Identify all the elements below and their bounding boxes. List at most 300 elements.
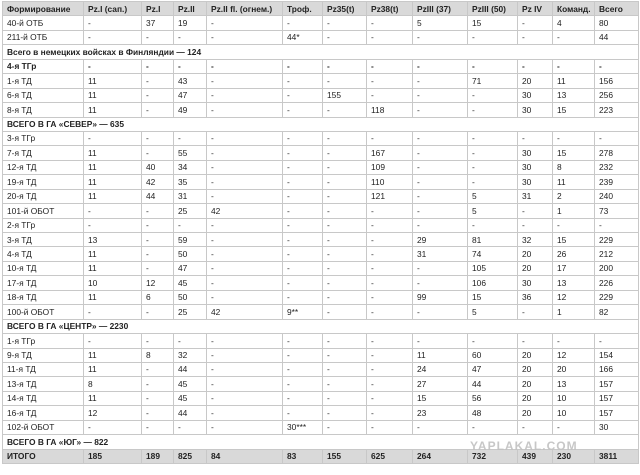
value-cell: - <box>283 348 323 362</box>
header-cell: PzIII (37) <box>413 2 468 16</box>
value-cell: - <box>323 146 367 160</box>
section-summary-text: ВСЕГО В ГА «ЮГ» — 822 <box>3 435 639 449</box>
value-cell: 105 <box>468 261 518 275</box>
table-row <box>3 175 639 189</box>
value-cell: - <box>468 334 518 348</box>
value-cell: - <box>142 74 174 88</box>
value-cell: - <box>413 59 468 73</box>
value-cell: - <box>142 131 174 145</box>
value-cell: - <box>283 391 323 405</box>
value-cell: - <box>518 334 553 348</box>
table-row <box>3 362 639 376</box>
value-cell: 27 <box>413 377 468 391</box>
value-cell: - <box>323 334 367 348</box>
formation-name-cell: 8-я ТД <box>3 103 84 117</box>
value-cell: - <box>413 160 468 174</box>
value-cell: 229 <box>595 233 639 247</box>
value-cell: 12 <box>84 406 142 420</box>
formation-name-cell: 13-я ТД <box>3 377 84 391</box>
formation-name-cell: 1-я ТГр <box>3 334 84 348</box>
value-cell: 48 <box>468 406 518 420</box>
table-row <box>3 189 639 203</box>
formation-name-cell: ИТОГО <box>3 449 84 463</box>
value-cell: - <box>468 103 518 117</box>
value-cell: 10 <box>84 276 142 290</box>
value-cell: 11 <box>84 175 142 189</box>
value-cell: 11 <box>84 247 142 261</box>
value-cell: - <box>142 261 174 275</box>
formation-name-cell: 17-я ТД <box>3 276 84 290</box>
value-cell: 47 <box>174 88 207 102</box>
value-cell: - <box>207 362 283 376</box>
header-cell: Всего <box>595 2 639 16</box>
value-cell: 74 <box>468 247 518 261</box>
value-cell: - <box>518 16 553 30</box>
value-cell: - <box>367 74 413 88</box>
value-cell: - <box>323 276 367 290</box>
value-cell: - <box>207 131 283 145</box>
value-cell: 56 <box>468 391 518 405</box>
value-cell: - <box>207 377 283 391</box>
formation-name-cell: 40-й ОТБ <box>3 16 84 30</box>
value-cell: - <box>142 88 174 102</box>
value-cell: - <box>323 406 367 420</box>
value-cell: - <box>207 276 283 290</box>
value-cell: 20 <box>518 261 553 275</box>
value-cell: 189 <box>142 449 174 463</box>
value-cell: - <box>323 16 367 30</box>
value-cell: 30*** <box>283 420 323 434</box>
value-cell: 45 <box>174 391 207 405</box>
value-cell: 31 <box>174 189 207 203</box>
value-cell: 19 <box>174 16 207 30</box>
value-cell: 121 <box>367 189 413 203</box>
value-cell: - <box>283 247 323 261</box>
value-cell: 732 <box>468 449 518 463</box>
table-header-row <box>3 2 639 16</box>
table-row <box>3 16 639 30</box>
value-cell: 34 <box>174 160 207 174</box>
value-cell: 20 <box>518 377 553 391</box>
value-cell: 1 <box>553 204 595 218</box>
value-cell: - <box>413 30 468 44</box>
value-cell: 35 <box>174 175 207 189</box>
table-row <box>3 391 639 405</box>
value-cell: 15 <box>553 146 595 160</box>
value-cell: - <box>468 175 518 189</box>
value-cell: - <box>367 247 413 261</box>
table-row <box>3 146 639 160</box>
value-cell: 106 <box>468 276 518 290</box>
value-cell: - <box>367 261 413 275</box>
value-cell: - <box>518 218 553 232</box>
value-cell: - <box>413 218 468 232</box>
value-cell: 20 <box>518 74 553 88</box>
value-cell: - <box>367 30 413 44</box>
value-cell: 110 <box>367 175 413 189</box>
value-cell: - <box>207 247 283 261</box>
value-cell: - <box>553 131 595 145</box>
value-cell: 185 <box>84 449 142 463</box>
value-cell: - <box>174 334 207 348</box>
value-cell: - <box>323 233 367 247</box>
value-cell: 30 <box>518 146 553 160</box>
value-cell: - <box>468 30 518 44</box>
value-cell: 20 <box>518 362 553 376</box>
section-summary-row <box>3 45 639 59</box>
formation-name-cell: 14-я ТД <box>3 391 84 405</box>
value-cell: - <box>174 218 207 232</box>
value-cell: - <box>283 233 323 247</box>
value-cell: - <box>84 59 142 73</box>
table-body <box>3 16 639 464</box>
value-cell: 264 <box>413 449 468 463</box>
value-cell: 81 <box>468 233 518 247</box>
value-cell: 37 <box>142 16 174 30</box>
value-cell: - <box>207 233 283 247</box>
value-cell: - <box>207 348 283 362</box>
value-cell: 49 <box>174 103 207 117</box>
value-cell: - <box>323 377 367 391</box>
value-cell: - <box>413 305 468 319</box>
value-cell: - <box>207 391 283 405</box>
value-cell: - <box>413 88 468 102</box>
value-cell: - <box>207 189 283 203</box>
formation-name-cell: 3-я ТГр <box>3 131 84 145</box>
value-cell: - <box>323 131 367 145</box>
table-row <box>3 30 639 44</box>
table-row <box>3 160 639 174</box>
table-row <box>3 218 639 232</box>
value-cell: 5 <box>468 189 518 203</box>
value-cell: - <box>367 233 413 247</box>
value-cell: - <box>283 204 323 218</box>
value-cell: 99 <box>413 290 468 304</box>
value-cell: 73 <box>595 204 639 218</box>
value-cell: 232 <box>595 160 639 174</box>
value-cell: - <box>367 218 413 232</box>
value-cell: 230 <box>553 449 595 463</box>
value-cell: 30 <box>518 160 553 174</box>
value-cell: - <box>367 131 413 145</box>
header-cell: Pz35(t) <box>323 2 367 16</box>
header-cell: Pz IV <box>518 2 553 16</box>
value-cell: - <box>142 103 174 117</box>
value-cell: - <box>283 16 323 30</box>
value-cell: 229 <box>595 290 639 304</box>
formation-name-cell: 16-я ТД <box>3 406 84 420</box>
value-cell: - <box>207 16 283 30</box>
value-cell: - <box>207 30 283 44</box>
value-cell: 625 <box>367 449 413 463</box>
header-cell: Команд. <box>553 2 595 16</box>
value-cell: - <box>595 334 639 348</box>
header-cell: Pz38(t) <box>367 2 413 16</box>
value-cell: - <box>207 420 283 434</box>
value-cell: - <box>84 131 142 145</box>
formation-name-cell: 3-я ТД <box>3 233 84 247</box>
value-cell: 20 <box>518 348 553 362</box>
value-cell: - <box>207 74 283 88</box>
table-row <box>3 420 639 434</box>
value-cell: - <box>207 290 283 304</box>
value-cell: - <box>207 160 283 174</box>
value-cell: 44 <box>174 362 207 376</box>
formation-name-cell: 102-й ОБОТ <box>3 420 84 434</box>
value-cell: 30 <box>518 103 553 117</box>
value-cell: 23 <box>413 406 468 420</box>
value-cell: 439 <box>518 449 553 463</box>
table-row <box>3 276 639 290</box>
value-cell: - <box>323 103 367 117</box>
value-cell: 8 <box>142 348 174 362</box>
value-cell: 42 <box>207 204 283 218</box>
value-cell: 32 <box>518 233 553 247</box>
value-cell: - <box>413 276 468 290</box>
value-cell: - <box>367 348 413 362</box>
formation-name-cell: 20-я ТД <box>3 189 84 203</box>
formation-name-cell: 7-я ТД <box>3 146 84 160</box>
value-cell: 25 <box>174 305 207 319</box>
value-cell: 31 <box>413 247 468 261</box>
table-row <box>3 88 639 102</box>
value-cell: 11 <box>84 261 142 275</box>
value-cell: 157 <box>595 406 639 420</box>
value-cell: 50 <box>174 290 207 304</box>
value-cell: - <box>283 261 323 275</box>
value-cell: 5 <box>468 305 518 319</box>
value-cell: - <box>468 131 518 145</box>
value-cell: 11 <box>553 74 595 88</box>
value-cell: 5 <box>413 16 468 30</box>
header-cell: Формирование <box>3 2 84 16</box>
table-row <box>3 233 639 247</box>
value-cell: 44 <box>174 406 207 420</box>
value-cell: 36 <box>518 290 553 304</box>
table-row <box>3 131 639 145</box>
value-cell: - <box>283 160 323 174</box>
value-cell: - <box>413 175 468 189</box>
value-cell: 44* <box>283 30 323 44</box>
value-cell: - <box>323 218 367 232</box>
value-cell: - <box>207 88 283 102</box>
value-cell: 42 <box>142 175 174 189</box>
value-cell: 30 <box>518 175 553 189</box>
value-cell: - <box>142 334 174 348</box>
value-cell: - <box>468 160 518 174</box>
value-cell: 11 <box>84 160 142 174</box>
value-cell: - <box>84 420 142 434</box>
value-cell: 240 <box>595 189 639 203</box>
formation-name-cell: 4-я ТД <box>3 247 84 261</box>
value-cell: - <box>142 305 174 319</box>
header-cell: Pz.I (сап.) <box>84 2 142 16</box>
value-cell: - <box>283 218 323 232</box>
formation-name-cell: 211-й ОТБ <box>3 30 84 44</box>
value-cell: - <box>323 160 367 174</box>
value-cell: - <box>283 377 323 391</box>
value-cell: - <box>207 103 283 117</box>
value-cell: 17 <box>553 261 595 275</box>
value-cell: 1 <box>553 305 595 319</box>
value-cell: - <box>367 59 413 73</box>
value-cell: - <box>553 218 595 232</box>
value-cell: - <box>323 175 367 189</box>
value-cell: 156 <box>595 74 639 88</box>
value-cell: - <box>283 362 323 376</box>
value-cell: 825 <box>174 449 207 463</box>
formation-name-cell: 9-я ТД <box>3 348 84 362</box>
value-cell: 31 <box>518 189 553 203</box>
value-cell: 157 <box>595 377 639 391</box>
value-cell: 3811 <box>595 449 639 463</box>
value-cell: - <box>174 420 207 434</box>
value-cell: - <box>283 189 323 203</box>
value-cell: - <box>323 30 367 44</box>
value-cell: - <box>413 261 468 275</box>
value-cell: - <box>207 406 283 420</box>
value-cell: - <box>367 276 413 290</box>
value-cell: 15 <box>413 391 468 405</box>
value-cell: 24 <box>413 362 468 376</box>
value-cell: 13 <box>553 276 595 290</box>
value-cell: - <box>283 59 323 73</box>
value-cell: - <box>283 88 323 102</box>
value-cell: 109 <box>367 160 413 174</box>
value-cell: 11 <box>413 348 468 362</box>
value-cell: - <box>518 131 553 145</box>
table-row <box>3 348 639 362</box>
value-cell: - <box>367 290 413 304</box>
table-row <box>3 247 639 261</box>
value-cell: 10 <box>553 406 595 420</box>
value-cell: - <box>84 218 142 232</box>
value-cell: 15 <box>553 233 595 247</box>
value-cell: - <box>142 247 174 261</box>
value-cell: 11 <box>84 391 142 405</box>
value-cell: 10 <box>553 391 595 405</box>
formation-name-cell: 12-я ТД <box>3 160 84 174</box>
value-cell: - <box>518 305 553 319</box>
value-cell: - <box>142 218 174 232</box>
formation-name-cell: 18-я ТД <box>3 290 84 304</box>
tank-strength-table <box>2 1 639 464</box>
value-cell: - <box>207 175 283 189</box>
value-cell: - <box>367 391 413 405</box>
value-cell: 45 <box>174 276 207 290</box>
value-cell: - <box>142 146 174 160</box>
value-cell: - <box>367 420 413 434</box>
value-cell: - <box>283 103 323 117</box>
value-cell: 11 <box>84 348 142 362</box>
value-cell: 157 <box>595 391 639 405</box>
formation-name-cell: 4-я ТГр <box>3 59 84 73</box>
table-row <box>3 74 639 88</box>
section-summary-row <box>3 117 639 131</box>
formation-name-cell: 19-я ТД <box>3 175 84 189</box>
value-cell: 42 <box>207 305 283 319</box>
formation-name-cell: 10-я ТД <box>3 261 84 275</box>
value-cell: 44 <box>595 30 639 44</box>
value-cell: - <box>84 30 142 44</box>
value-cell: - <box>595 59 639 73</box>
value-cell: 29 <box>413 233 468 247</box>
value-cell: 82 <box>595 305 639 319</box>
value-cell: 200 <box>595 261 639 275</box>
value-cell: - <box>413 103 468 117</box>
value-cell: - <box>323 290 367 304</box>
value-cell: - <box>323 247 367 261</box>
value-cell: - <box>468 420 518 434</box>
value-cell: - <box>518 30 553 44</box>
header-cell: PzIII (50) <box>468 2 518 16</box>
value-cell: 226 <box>595 276 639 290</box>
value-cell: - <box>413 204 468 218</box>
value-cell: 278 <box>595 146 639 160</box>
value-cell: 11 <box>553 175 595 189</box>
value-cell: 83 <box>283 449 323 463</box>
value-cell: - <box>413 131 468 145</box>
value-cell: 13 <box>553 377 595 391</box>
value-cell: 20 <box>518 391 553 405</box>
value-cell: 30 <box>518 276 553 290</box>
value-cell: 256 <box>595 88 639 102</box>
table-row <box>3 406 639 420</box>
value-cell: - <box>518 420 553 434</box>
value-cell: 44 <box>468 377 518 391</box>
value-cell: 13 <box>84 233 142 247</box>
value-cell: 15 <box>553 103 595 117</box>
value-cell: - <box>142 406 174 420</box>
value-cell: - <box>323 204 367 218</box>
table-row <box>3 377 639 391</box>
value-cell: 8 <box>84 377 142 391</box>
table-row <box>3 59 639 73</box>
value-cell: - <box>518 59 553 73</box>
site-watermark: YAPLAKAL.COM <box>470 439 578 453</box>
value-cell: - <box>553 334 595 348</box>
header-cell: Pz.I <box>142 2 174 16</box>
value-cell: - <box>468 146 518 160</box>
value-cell: 12 <box>553 348 595 362</box>
value-cell: 20 <box>518 406 553 420</box>
value-cell: 11 <box>84 189 142 203</box>
value-cell: 167 <box>367 146 413 160</box>
section-summary-text: ВСЕГО В ГА «СЕВЕР» — 635 <box>3 117 639 131</box>
value-cell: 44 <box>142 189 174 203</box>
value-cell: - <box>142 30 174 44</box>
value-cell: - <box>468 88 518 102</box>
value-cell: - <box>283 276 323 290</box>
value-cell: 59 <box>174 233 207 247</box>
value-cell: 9** <box>283 305 323 319</box>
value-cell: 15 <box>468 16 518 30</box>
value-cell: 20 <box>553 362 595 376</box>
value-cell: 2 <box>553 189 595 203</box>
value-cell: - <box>413 334 468 348</box>
value-cell: 6 <box>142 290 174 304</box>
formation-name-cell: 2-я ТГр <box>3 218 84 232</box>
value-cell: - <box>283 175 323 189</box>
value-cell: - <box>207 218 283 232</box>
value-cell: - <box>413 420 468 434</box>
value-cell: - <box>207 334 283 348</box>
value-cell: 11 <box>84 74 142 88</box>
value-cell: - <box>367 334 413 348</box>
value-cell: 5 <box>468 204 518 218</box>
value-cell: - <box>174 59 207 73</box>
value-cell: - <box>207 146 283 160</box>
